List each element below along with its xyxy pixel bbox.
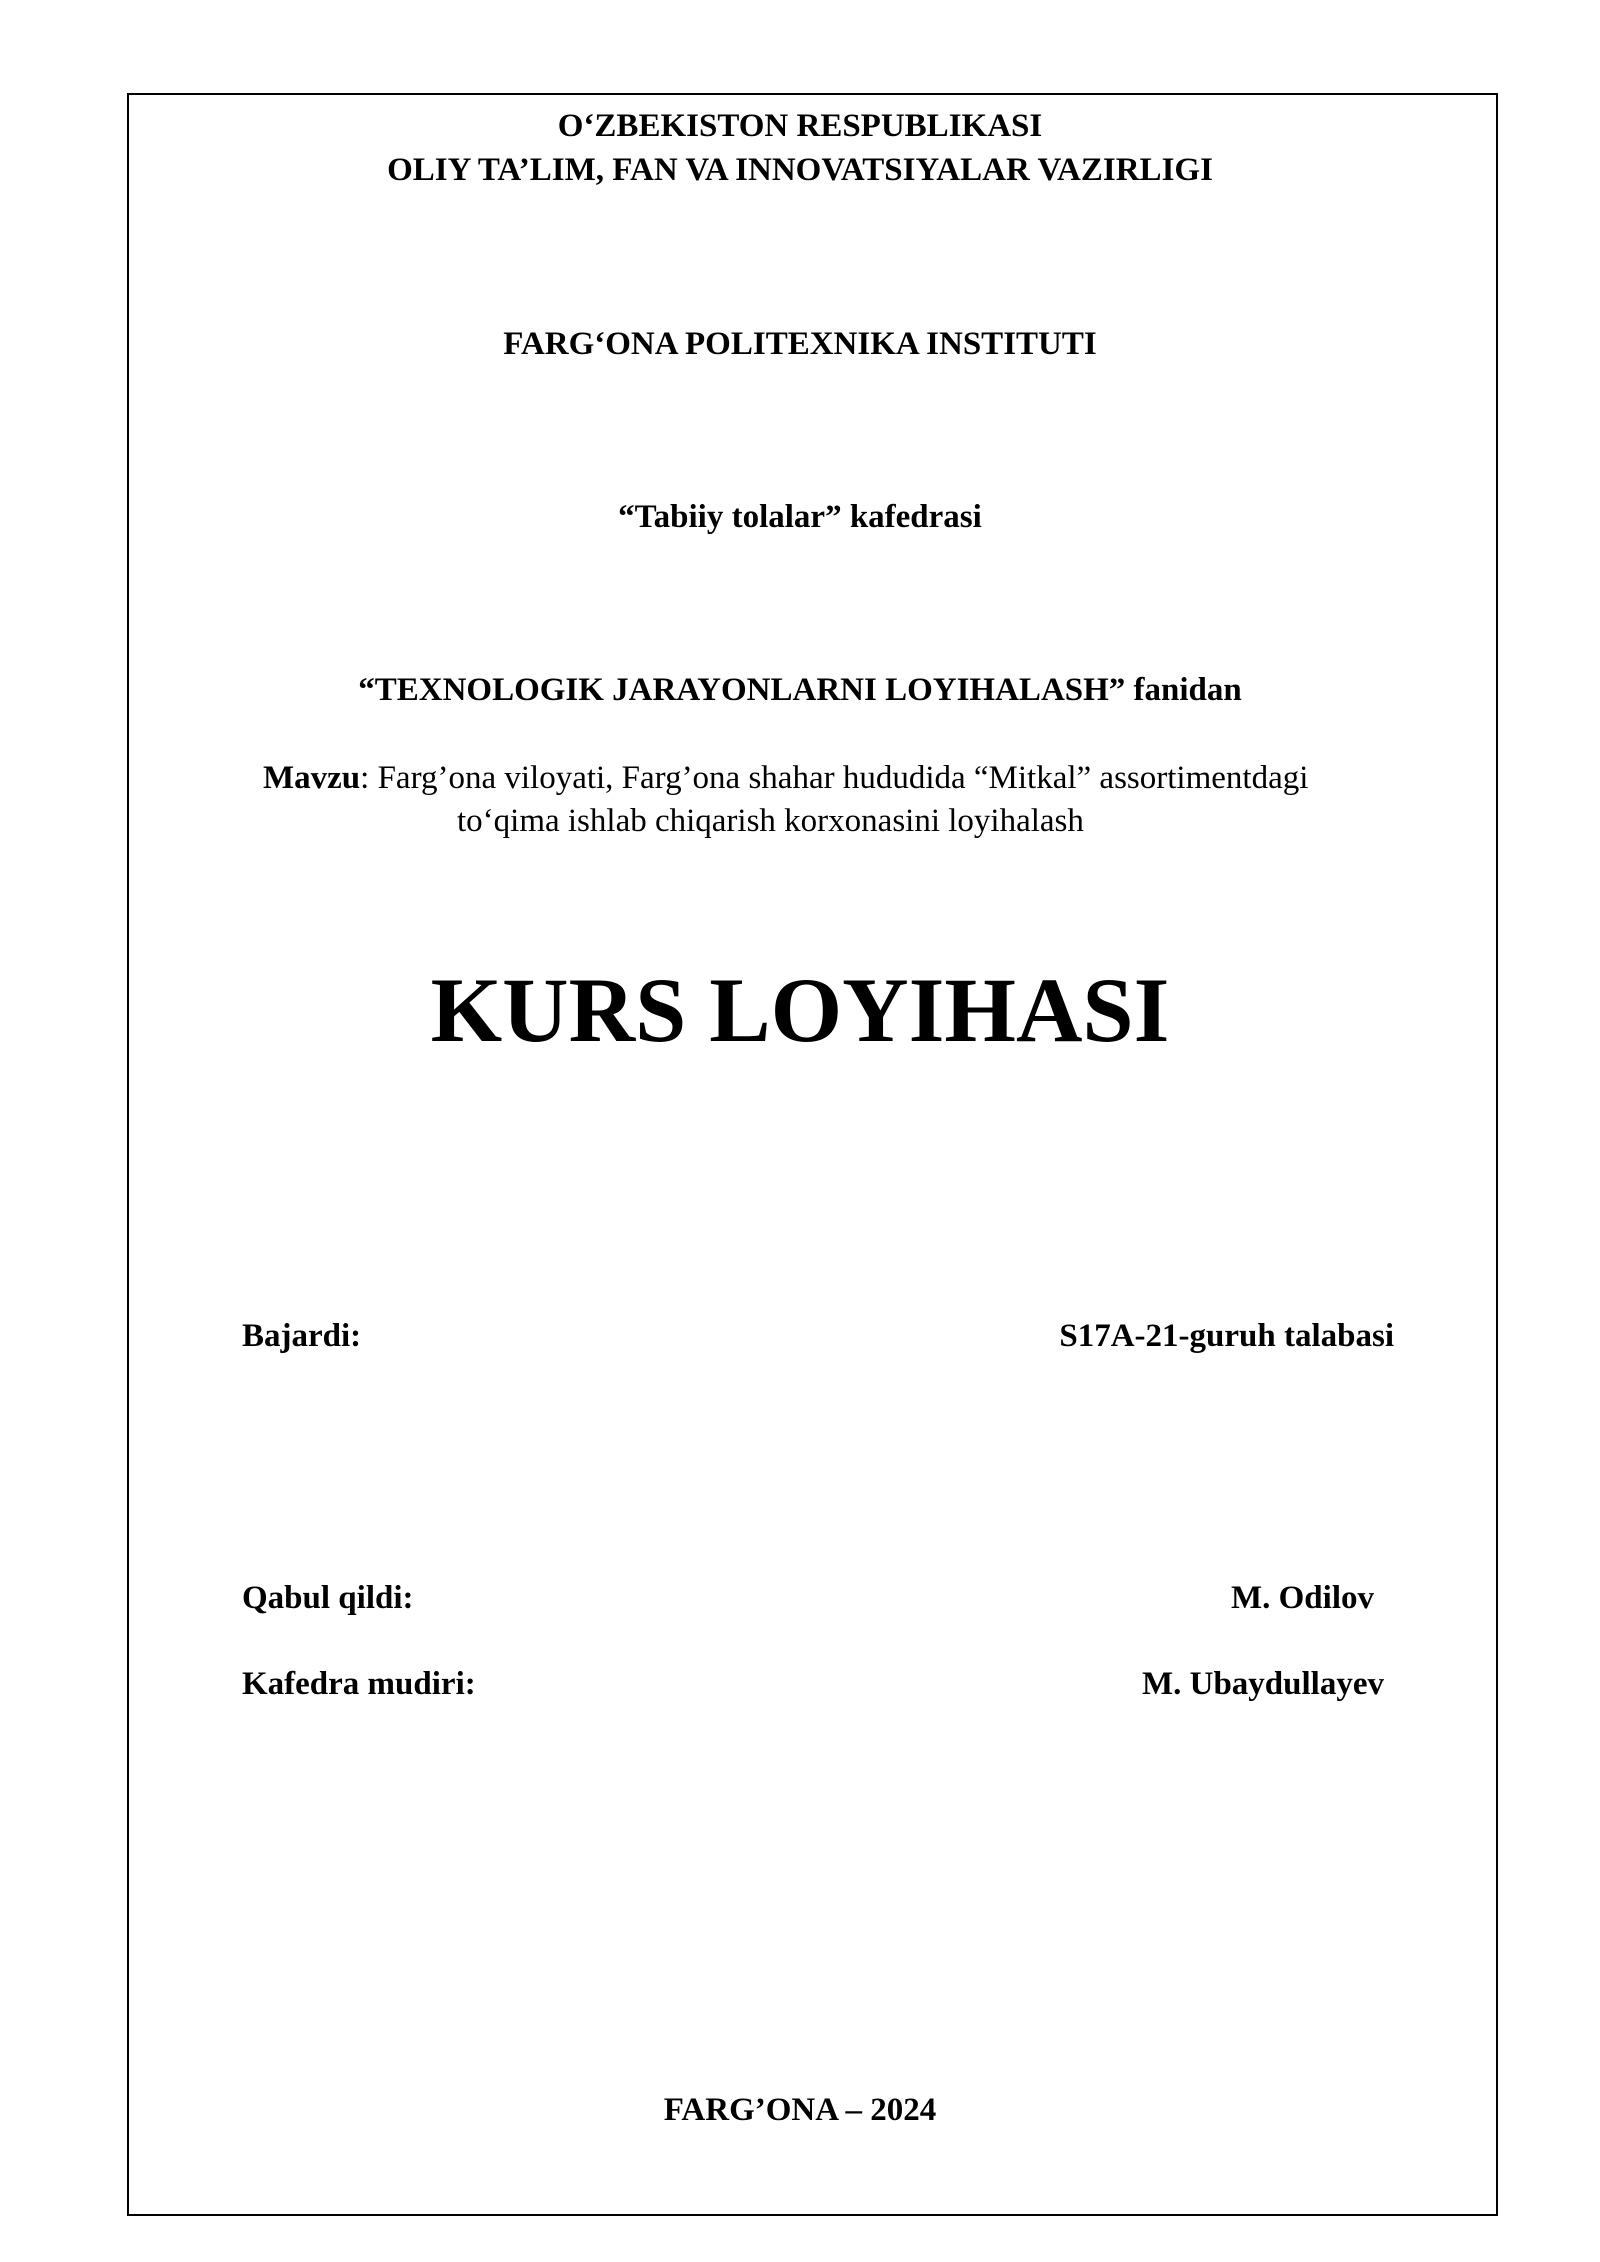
performed-value: S17A-21-guruh talabasi <box>1059 1318 1394 1354</box>
country-heading: O‘ZBEKISTON RESPUBLIKASI <box>557 108 1043 144</box>
institute-name: FARG‘ONA POLITEXNIKA INSTITUTI <box>503 326 1097 362</box>
head-label: Kafedra mudiri: <box>242 1666 476 1702</box>
city-year-footer: FARG’ONA – 2024 <box>663 2092 937 2128</box>
topic-label: Mavzu <box>263 760 361 796</box>
topic-line-1 <box>263 756 1308 800</box>
accepted-label: Qabul qildi: <box>242 1580 414 1616</box>
subject-line: “TEXNOLOGIK JARAYONLARNI LOYIHALASH” fanidan <box>358 672 1242 708</box>
ministry-heading: OLIY TA’LIM, FAN VA INNOVATSIYALAR VAZIRLIGI <box>387 152 1213 188</box>
document-title: KURS LOYIHASI <box>430 959 1170 1061</box>
accepted-value: M. Odilov <box>1230 1580 1374 1616</box>
topic-text-1: : Farg’ona viloyati, Farg’ona shahar hududida “Mitkal” assortimentdagi <box>360 760 1309 796</box>
topic-text-2: to‘qima ishlab chiqarish korxonasini loyihalash <box>457 803 1084 839</box>
page-border <box>127 93 1498 2216</box>
performed-label: Bajardi: <box>242 1318 362 1354</box>
head-value: M. Ubaydullayev <box>1141 1666 1384 1702</box>
department-name: “Tabiiy tolalar” kafedrasi <box>618 499 982 535</box>
